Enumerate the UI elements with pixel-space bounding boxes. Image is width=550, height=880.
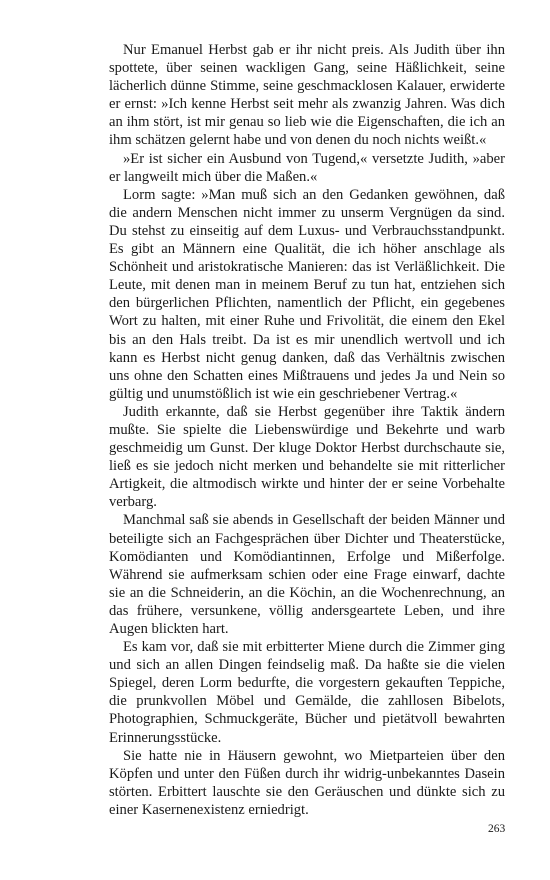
page-number: 263 (488, 823, 506, 835)
page-body (109, 41, 505, 819)
paragraph: Lorm sagte: »Man muß sich an den Gedanken gewöhnen, daß die andern Menschen nicht immer zu unserm Vergnügen da sind. Du stehst zu einseitig auf dem Luxus- und Verbrauchsstandpunkt. Es gibt an Männern eine Qualität, die ich höher anschlage als Schönheit und aristokratische Manieren: das ist Verläßlichkeit. Die Leute, mit denen man in meinem Beruf zu tun hat, entziehen sich den bürgerlichen Pflichten, namentlich der Pflicht, ein gegebenes Wort zu halten, mit einer Ruhe und Frivolität, die einem den Ekel bis an den Hals treibt. Da ist es mir unendlich wertvoll und ich kann es Herbst nicht genug danken, daß das Verhältnis zwischen uns ohne den Schatten eines Mißtrauens und jedes Ja und Nein so gültig und unumstößlich ist wie ein geschriebener Vertrag.« (109, 186, 505, 402)
paragraph: Nur Emanuel Herbst gab er ihr nicht preis. Als Judith über ihn spottete, über seinen wackligen Gang, seine Häßlichkeit, seine lächerlich dünne Stimme, seine geschmacklosen Kalauer, erwiderte er ernst: »Ich kenne Herbst seit mehr als zwanzig Jahren. Was dich an ihm stört, ist mir genau so lieb wie die Eigenschaften, die ich an ihm schätzen gelernt habe und von denen du noch nichts weißt.« (109, 42, 505, 149)
paragraph: Manchmal saß sie abends in Gesellschaft der beiden Männer und beteiligte sich an Fachgesprächen über Dichter und Theaterstücke, Komödianten und Komödiantinnen, Erfolge und Mißerfolge. Während sie aufmerksam schien oder eine Frage einwarf, dachte sie an die Schneiderin, an die Köchin, an die Wochenrechnung, an das frühere, versunkene, völlig andersgeartete Leben, und ihre Augen blickten hart. (109, 512, 505, 637)
paragraph: »Er ist sicher ein Ausbund von Tugend,« versetzte Judith, »aber er langweilt mich über die Maßen.« (109, 150, 505, 185)
paragraph: Es kam vor, daß sie mit erbitterter Miene durch die Zimmer ging und sich an allen Dingen feindselig maß. Da haßte sie die vielen Spiegel, deren Lorm bedurfte, die vorgestern gekauften Teppiche, die prunkvollen Möbel und Gemälde, die zahllosen Bibelots, Photographien, Schmuckgeräte, Bücher und pietätvoll bewahrten Erinnerungsstücke. (109, 639, 505, 746)
paragraph: Sie hatte nie in Häusern gewohnt, wo Mietparteien über den Köpfen und unter den Füßen durch ihr widrig-unbekanntes Dasein störten. Erbittert lauschte sie den Geräuschen und dünkte sich zu einer Kasernenexistenz erniedrigt. (109, 747, 505, 818)
paragraph: Judith erkannte, daß sie Herbst gegenüber ihre Taktik ändern mußte. Sie spielte die Liebenswürdige und Bekehrte und warb geschmeidig um Gunst. Der kluge Doktor Herbst durchschaute sie, ließ es sie jedoch nicht merken und behandelte sie mit ritterlicher Artigkeit, die altmodisch wirkte und hinter der er seine Vorbehalte verbarg. (109, 403, 505, 511)
